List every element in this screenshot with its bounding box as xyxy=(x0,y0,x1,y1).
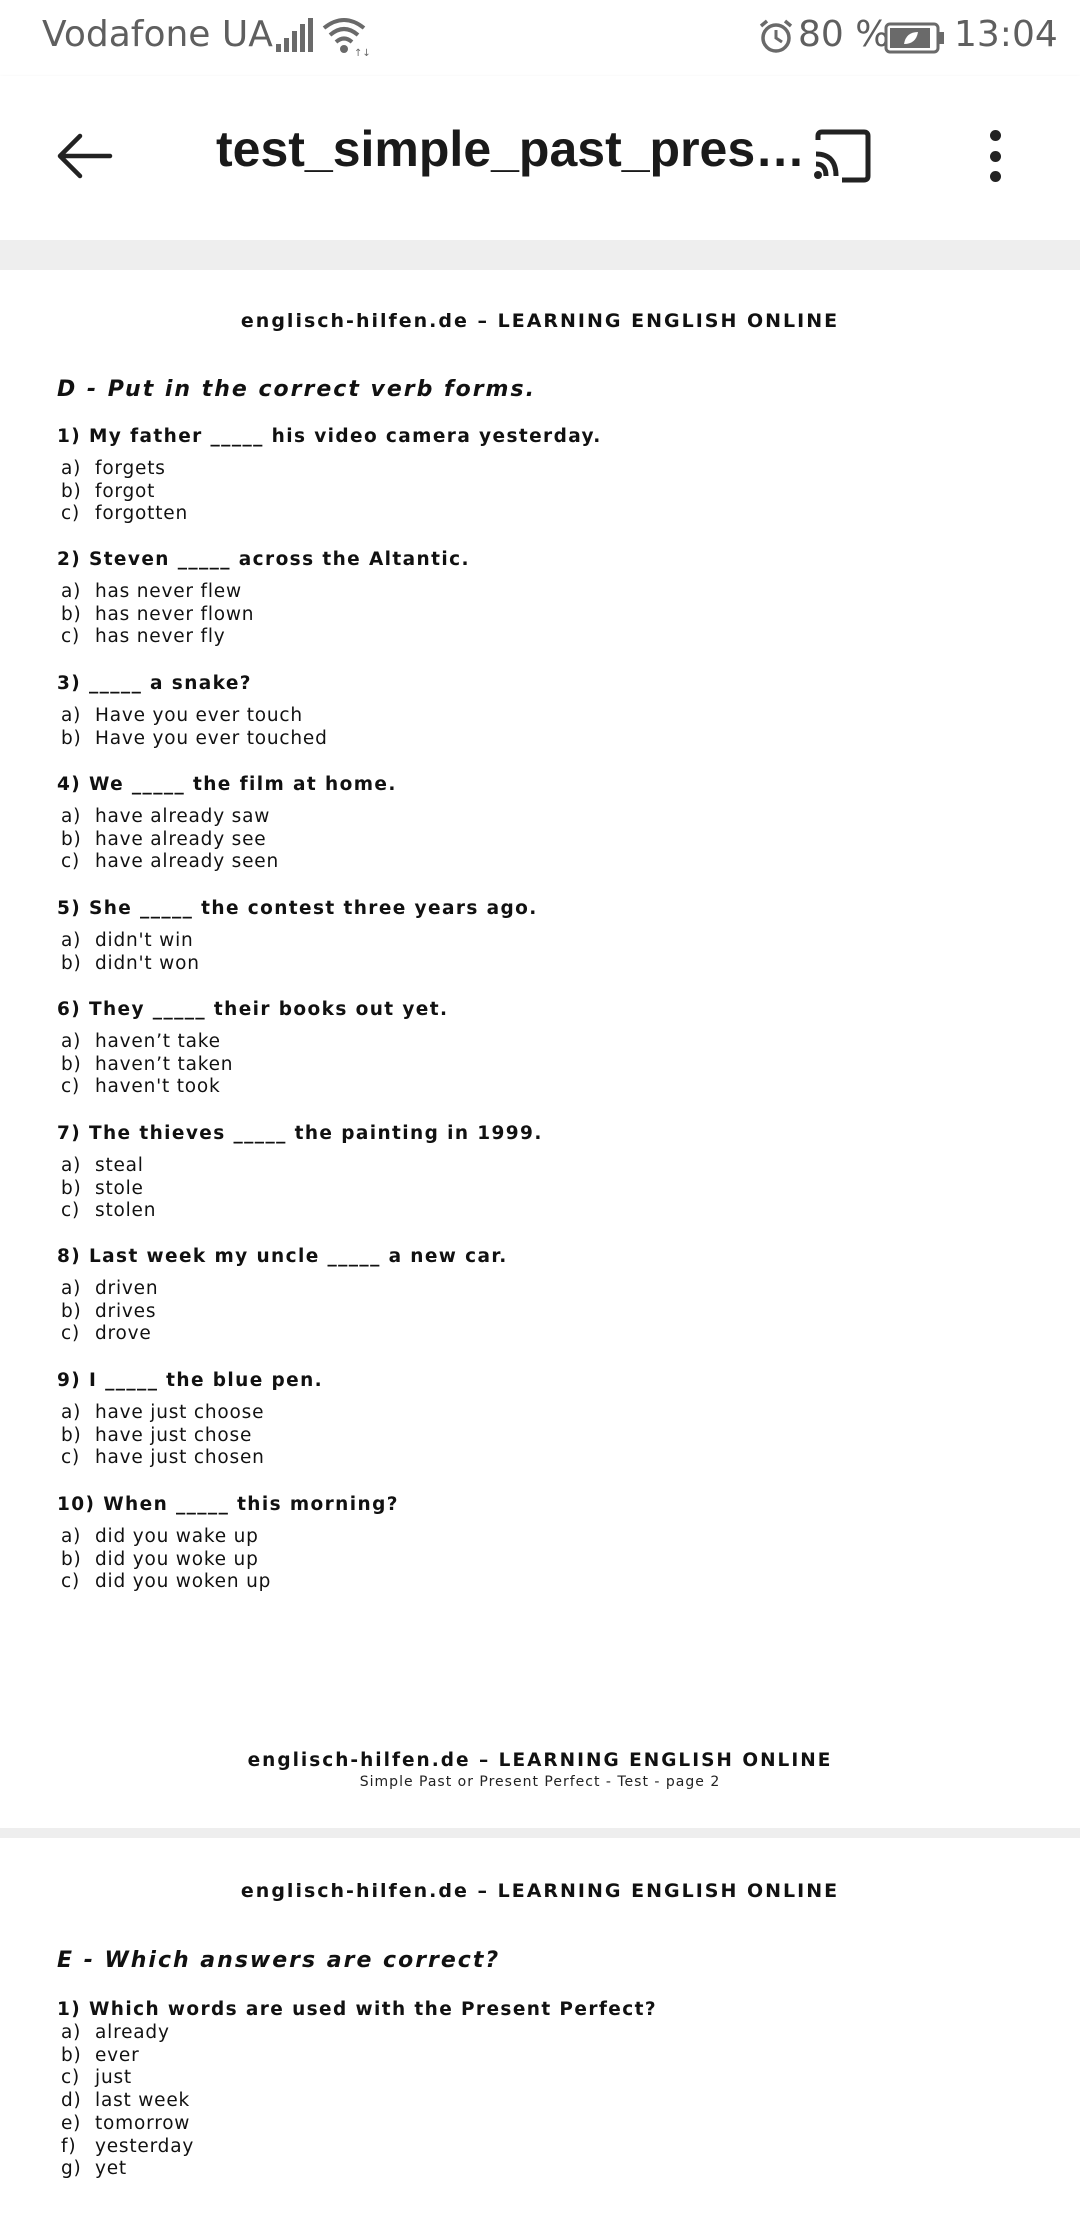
option-text: have already seen xyxy=(95,851,279,873)
option-text: steal xyxy=(95,1155,144,1176)
page-footer-title: englisch-hilfen.de – LEARNING ENGLISH ONLINE xyxy=(247,1750,833,1771)
answer-options xyxy=(57,1526,1037,1594)
option-letter: b) xyxy=(61,727,82,749)
question-text: 10) When _____ this morning? xyxy=(57,1494,399,1515)
cast-button[interactable] xyxy=(808,126,872,186)
document-viewer[interactable] xyxy=(0,240,1080,2180)
answer-option xyxy=(57,2090,1037,2113)
option-text: didn't won xyxy=(95,952,200,974)
answer-option xyxy=(57,2045,1037,2068)
option-letter: b) xyxy=(61,480,82,502)
option-letter: c) xyxy=(61,503,80,525)
answer-option xyxy=(57,930,1037,953)
question-item xyxy=(57,548,1037,649)
option-letter: c) xyxy=(61,1571,80,1593)
section-title: D - Put in the correct verb forms. xyxy=(57,377,536,402)
answer-option xyxy=(57,581,1037,604)
question-item xyxy=(57,998,1037,1099)
option-letter: g) xyxy=(61,2158,82,2180)
answer-option xyxy=(57,829,1037,852)
option-letter: b) xyxy=(61,1548,82,1570)
back-button[interactable] xyxy=(50,122,118,190)
option-text: have just chose xyxy=(95,1424,253,1446)
question-text: 3) _____ a snake? xyxy=(57,673,252,694)
option-text: yet xyxy=(95,2158,127,2180)
option-text: just xyxy=(95,2067,132,2089)
option-text: haven’t take xyxy=(95,1031,221,1052)
answer-options xyxy=(57,581,1037,649)
answer-option xyxy=(57,481,1037,504)
option-text: has never fly xyxy=(95,626,226,648)
answer-option xyxy=(57,2136,1037,2159)
answer-option xyxy=(57,1549,1037,1572)
answer-options xyxy=(57,2022,1037,2181)
option-letter: b) xyxy=(61,952,82,974)
option-text: ever xyxy=(95,2044,140,2066)
answer-option xyxy=(57,626,1037,649)
option-letter: b) xyxy=(61,1177,82,1199)
option-letter: a) xyxy=(61,705,82,726)
svg-text:↑↓: ↑↓ xyxy=(354,48,371,59)
answer-options xyxy=(57,705,1037,750)
question-item xyxy=(57,773,1037,874)
question-text: 6) They _____ their books out yet. xyxy=(57,999,449,1020)
option-text: drives xyxy=(95,1300,157,1322)
cast-icon xyxy=(808,126,872,186)
back-arrow-icon xyxy=(54,131,114,181)
clock: 13:04 xyxy=(954,14,1058,55)
option-text: stole xyxy=(95,1177,144,1199)
answer-option xyxy=(57,604,1037,627)
option-letter: c) xyxy=(61,851,80,873)
pdf-page-3 xyxy=(0,1838,1080,2238)
option-letter: c) xyxy=(61,2067,80,2089)
answer-option xyxy=(57,728,1037,751)
answer-option xyxy=(57,2067,1037,2090)
option-letter: a) xyxy=(61,458,82,479)
option-text: tomorrow xyxy=(95,2112,191,2134)
page-header: englisch-hilfen.de – LEARNING ENGLISH ONLINE xyxy=(240,310,840,332)
option-letter: d) xyxy=(61,2090,82,2112)
option-letter: a) xyxy=(61,1526,82,1547)
question-text: 7) The thieves _____ the painting in 1999. xyxy=(57,1123,543,1144)
option-text: has never flown xyxy=(95,603,255,625)
option-text: last week xyxy=(95,2090,191,2112)
option-letter: c) xyxy=(61,1447,80,1469)
option-text: did you woke up xyxy=(95,1548,259,1570)
option-letter: c) xyxy=(61,1076,80,1098)
section-title: E - Which answers are correct? xyxy=(57,1948,501,1973)
option-text: didn't win xyxy=(95,930,194,951)
answer-option xyxy=(57,503,1037,526)
option-letter: b) xyxy=(61,603,82,625)
app-bar xyxy=(0,76,1080,240)
option-text: already xyxy=(95,2022,170,2043)
carrier-name: Vodafone UA xyxy=(42,14,273,55)
option-letter: c) xyxy=(61,1200,80,1222)
answer-option xyxy=(57,953,1037,976)
answer-options xyxy=(57,458,1037,526)
option-letter: b) xyxy=(61,2044,82,2066)
option-letter: a) xyxy=(61,1278,82,1299)
option-text: haven’t taken xyxy=(95,1053,234,1075)
option-letter: a) xyxy=(61,1155,82,1176)
option-letter: a) xyxy=(61,2022,82,2043)
question-text: 9) I _____ the blue pen. xyxy=(57,1370,324,1391)
question-text: 1) Which words are used with the Present Perfect? xyxy=(57,1999,657,2020)
page-footer-subtitle: Simple Past or Present Perfect - Test - page 2 xyxy=(359,1774,721,1790)
answer-option xyxy=(57,1155,1037,1178)
option-text: yesterday xyxy=(95,2135,195,2157)
option-text: did you wake up xyxy=(95,1526,259,1547)
answer-option xyxy=(57,806,1037,829)
question-text: 1) My father _____ his video camera yesterday. xyxy=(57,426,602,447)
answer-options xyxy=(57,1031,1037,1099)
question-item xyxy=(57,1369,1037,1470)
option-letter: b) xyxy=(61,828,82,850)
option-text: forgets xyxy=(95,458,166,479)
option-letter: f) xyxy=(61,2135,77,2157)
answer-option xyxy=(57,1526,1037,1549)
answer-option xyxy=(57,1054,1037,1077)
option-letter: a) xyxy=(61,1402,82,1423)
option-text: has never flew xyxy=(95,581,242,602)
question-item xyxy=(57,1245,1037,1346)
answer-option xyxy=(57,1301,1037,1324)
option-letter: c) xyxy=(61,1323,80,1345)
answer-options xyxy=(57,806,1037,874)
question-item xyxy=(57,1122,1037,1223)
status-bar xyxy=(0,0,1080,76)
option-letter: a) xyxy=(61,1031,82,1052)
answer-option xyxy=(57,705,1037,728)
question-item xyxy=(57,425,1037,526)
question-text: 8) Last week my uncle _____ a new car. xyxy=(57,1246,508,1267)
page-header: englisch-hilfen.de – LEARNING ENGLISH ONLINE xyxy=(240,1880,840,1902)
answer-option xyxy=(57,1323,1037,1346)
more-options-button[interactable] xyxy=(974,124,1016,188)
answer-option xyxy=(57,1571,1037,1594)
option-text: forgotten xyxy=(95,503,188,525)
signal-icon xyxy=(274,18,314,54)
battery-icon xyxy=(884,22,946,54)
option-letter: a) xyxy=(61,930,82,951)
answer-options xyxy=(57,1402,1037,1470)
question-text: 5) She _____ the contest three years ago. xyxy=(57,898,538,919)
answer-option xyxy=(57,1425,1037,1448)
option-text: Have you ever touched xyxy=(95,727,328,749)
answer-option xyxy=(57,458,1037,481)
answer-options xyxy=(57,1278,1037,1346)
question-text: 2) Steven _____ across the Altantic. xyxy=(57,549,470,570)
option-text: driven xyxy=(95,1278,159,1299)
answer-option xyxy=(57,2158,1037,2181)
question-item xyxy=(57,897,1037,975)
option-letter: a) xyxy=(61,581,82,602)
document-title: test_simple_past_pres… xyxy=(216,121,806,177)
answer-option xyxy=(57,1178,1037,1201)
alarm-icon xyxy=(758,18,794,54)
answer-options xyxy=(57,1155,1037,1223)
question-text: 4) We _____ the film at home. xyxy=(57,774,397,795)
more-vert-icon xyxy=(990,130,1001,141)
answer-option xyxy=(57,1402,1037,1425)
answer-options xyxy=(57,930,1037,975)
option-text: forgot xyxy=(95,480,156,502)
option-letter: b) xyxy=(61,1300,82,1322)
option-text: stolen xyxy=(95,1200,157,1222)
answer-option xyxy=(57,1031,1037,1054)
answer-option xyxy=(57,1278,1037,1301)
option-letter: b) xyxy=(61,1424,82,1446)
answer-option xyxy=(57,2113,1037,2136)
option-letter: b) xyxy=(61,1053,82,1075)
option-text: did you woken up xyxy=(95,1571,272,1593)
option-text: drove xyxy=(95,1323,152,1345)
answer-option xyxy=(57,2022,1037,2045)
question-item xyxy=(57,1998,1037,2181)
option-letter: c) xyxy=(61,626,80,648)
option-text: have already see xyxy=(95,828,267,850)
question-item xyxy=(57,672,1037,750)
answer-option xyxy=(57,1076,1037,1099)
option-text: have already saw xyxy=(95,806,271,827)
pdf-page-2 xyxy=(0,270,1080,1828)
option-letter: e) xyxy=(61,2112,82,2134)
battery-percentage: 80 % xyxy=(798,14,890,55)
answer-option xyxy=(57,1447,1037,1470)
answer-option xyxy=(57,851,1037,874)
option-letter: a) xyxy=(61,806,82,827)
option-text: have just chosen xyxy=(95,1447,265,1469)
option-text: have just choose xyxy=(95,1402,265,1423)
wifi-icon xyxy=(322,16,371,59)
question-item xyxy=(57,1493,1037,1594)
option-text: Have you ever touch xyxy=(95,705,303,726)
answer-option xyxy=(57,1200,1037,1223)
option-text: haven't took xyxy=(95,1076,221,1098)
